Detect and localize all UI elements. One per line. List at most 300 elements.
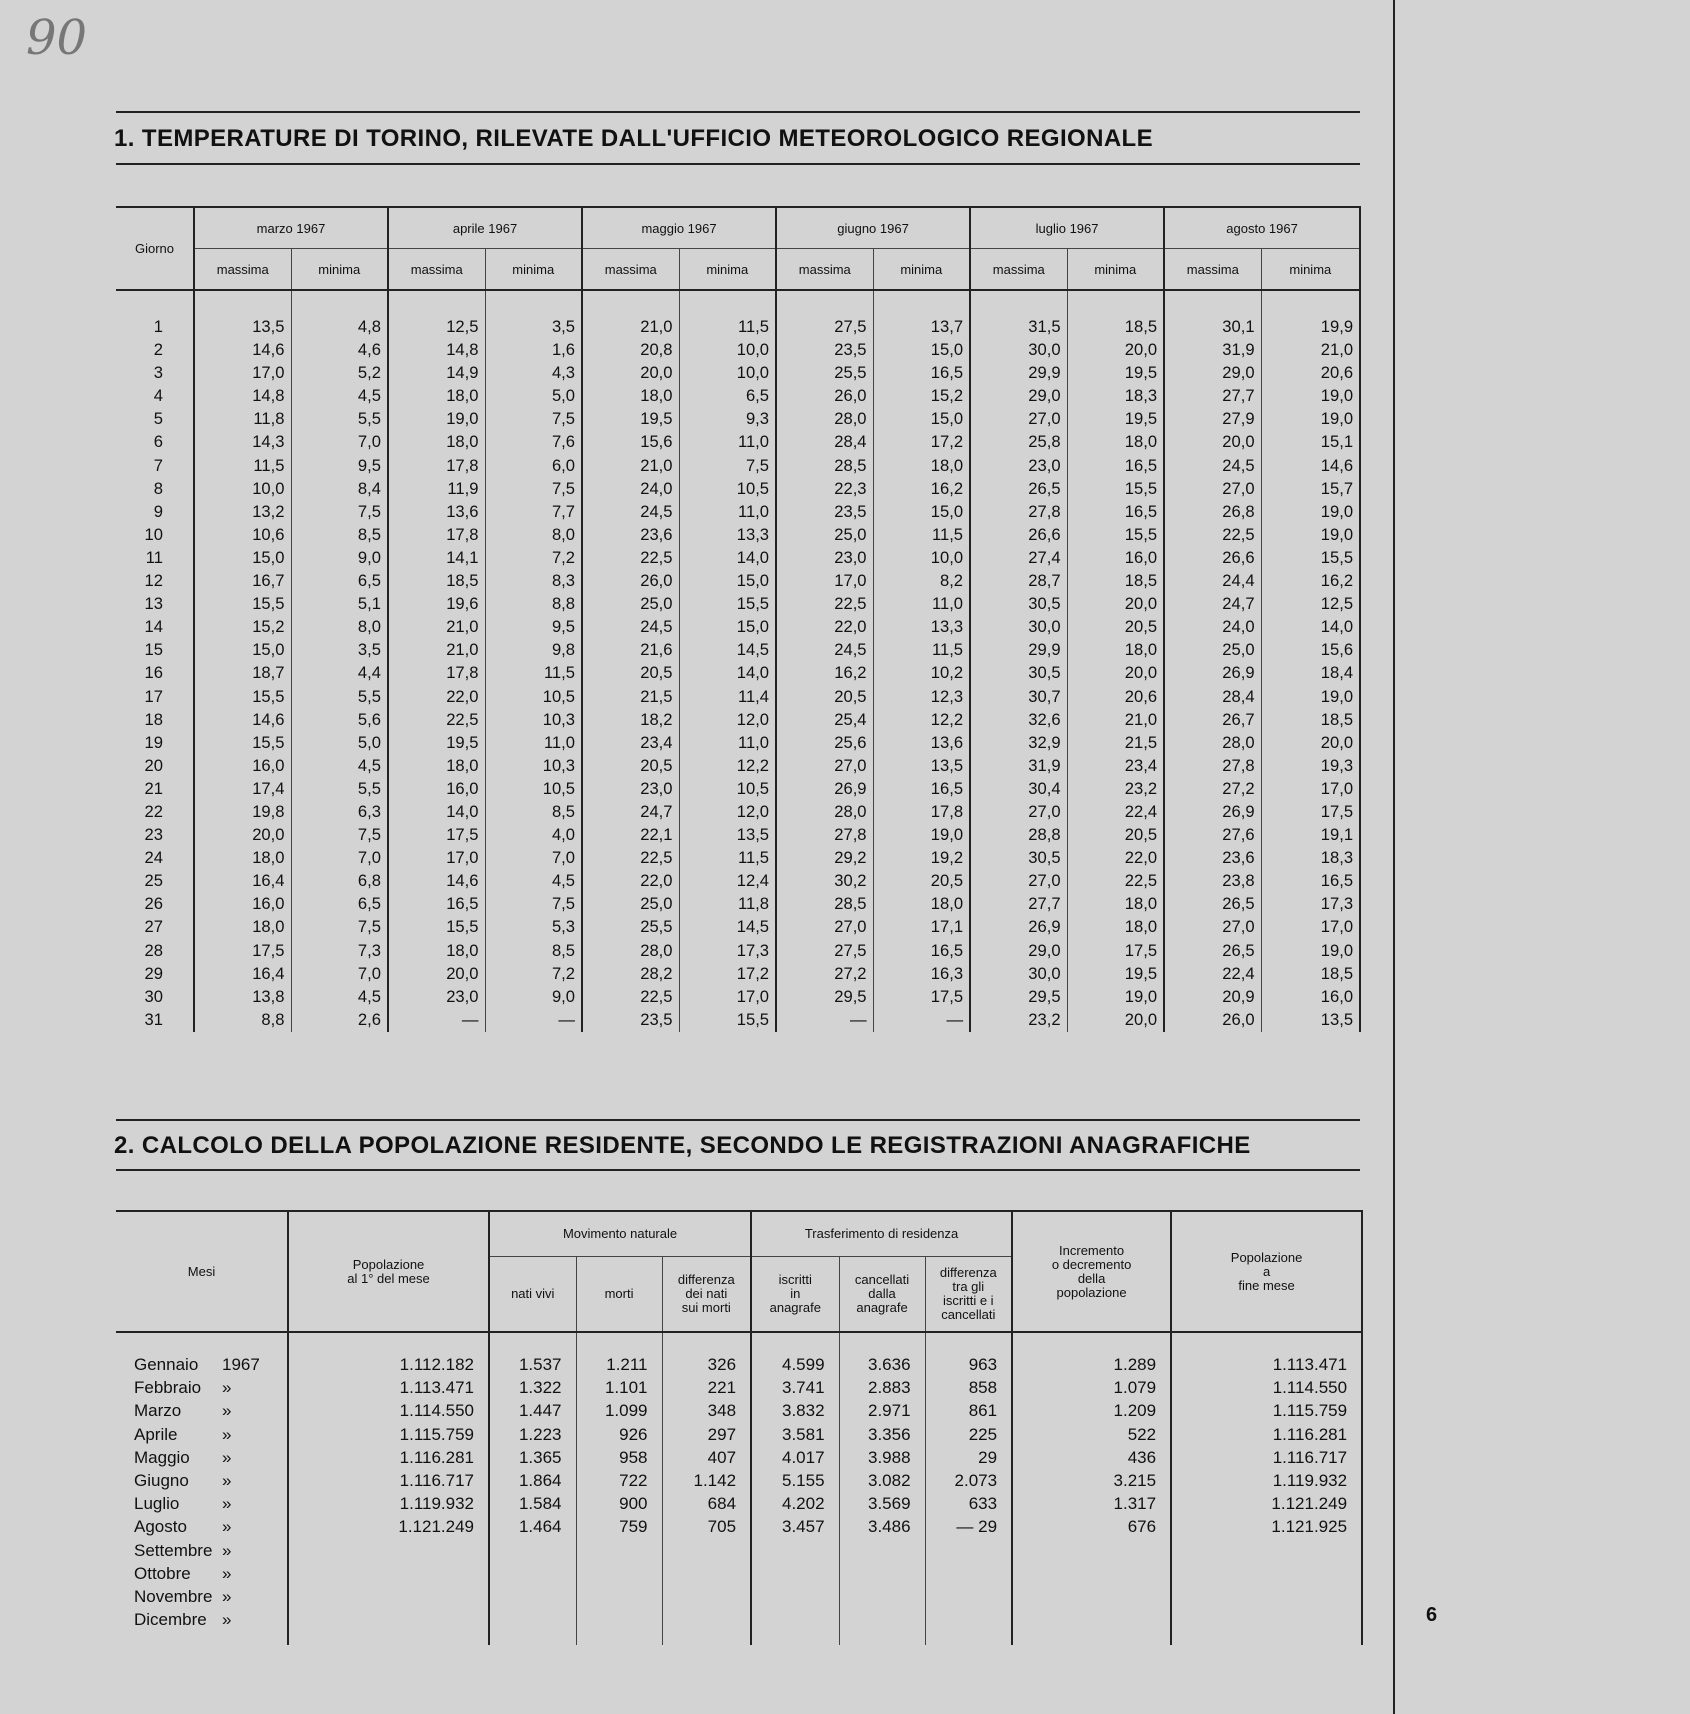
- spacer-cell: [839, 1332, 925, 1353]
- day-cell: 8: [153, 478, 163, 498]
- end-population-cell: 1.113.471: [1171, 1353, 1362, 1376]
- table2-title: 2. CALCOLO DELLA POPOLAZIONE RESIDENTE, SECONDO LE REGISTRAZIONI ANAGRAFICHE: [114, 1132, 1251, 1159]
- start-population-cell: 1.113.471: [288, 1376, 489, 1399]
- max-temp-cell: 20,0: [1164, 430, 1261, 453]
- births-cell: 1.584: [489, 1492, 576, 1515]
- max-temp-cell: 23,8: [1164, 869, 1261, 892]
- max-temp-cell: 20,5: [776, 685, 873, 708]
- end-population-cell: 1.121.925: [1171, 1515, 1362, 1538]
- max-temp-cell: 24,5: [582, 615, 679, 638]
- min-temp-cell: 18,0: [1067, 430, 1164, 453]
- max-temp-cell: 23,0: [970, 454, 1067, 477]
- max-temp-cell: 27,4: [970, 546, 1067, 569]
- max-temp-cell: 15,0: [194, 638, 291, 661]
- end-population-cell: [1171, 1585, 1362, 1608]
- min-temp-cell: 20,5: [1067, 615, 1164, 638]
- min-temp-cell: 5,5: [291, 685, 388, 708]
- max-temp-cell: 28,4: [776, 430, 873, 453]
- max-temp-cell: 17,8: [388, 661, 485, 684]
- spacer-cell: [222, 1631, 288, 1645]
- natural-diff-cell: 326: [662, 1353, 751, 1376]
- spacer-cell: [751, 1332, 839, 1353]
- max-temp-cell: 17,5: [194, 939, 291, 962]
- min-temp-cell: 20,5: [873, 869, 970, 892]
- min-temp-cell: 6,8: [291, 869, 388, 892]
- max-temp-cell: 26,5: [1164, 892, 1261, 915]
- table-row: [116, 1585, 1362, 1608]
- max-temp-cell: 27,0: [970, 869, 1067, 892]
- registered-header: [751, 1257, 839, 1333]
- header-line: Popolazione: [352, 1256, 425, 1272]
- min-temp-cell: 13,7: [873, 315, 970, 338]
- registered-cell: 3.832: [751, 1399, 839, 1422]
- header-line: differenza: [677, 1272, 735, 1287]
- natural-diff-header: [662, 1257, 751, 1333]
- min-temp-cell: 12,0: [679, 708, 776, 731]
- header-line: Incremento: [1059, 1242, 1125, 1258]
- natural-diff-cell: 221: [662, 1376, 751, 1399]
- spacer-cell: [489, 1332, 576, 1353]
- transfer-diff-cell: 633: [925, 1492, 1012, 1515]
- end-population-cell: 1.119.932: [1171, 1469, 1362, 1492]
- registered-cell: 4.202: [751, 1492, 839, 1515]
- max-temp-cell: 16,2: [776, 661, 873, 684]
- spacer-cell: [1261, 290, 1360, 315]
- max-temp-cell: —: [388, 1008, 485, 1032]
- min-temp-cell: 4,5: [485, 869, 582, 892]
- temperature-table: [116, 206, 1361, 1032]
- min-temp-cell: 16,5: [1067, 500, 1164, 523]
- spacer-cell: [291, 290, 388, 315]
- min-temp-cell: 5,1: [291, 592, 388, 615]
- spacer-cell: [222, 1332, 288, 1353]
- min-temp-cell: 18,0: [1067, 892, 1164, 915]
- table-row: [116, 1446, 1362, 1469]
- min-temp-cell: 17,3: [679, 939, 776, 962]
- max-temp-cell: 22,0: [776, 615, 873, 638]
- min-temp-cell: 13,5: [679, 823, 776, 846]
- min-temp-cell: 9,0: [485, 985, 582, 1008]
- max-temp-cell: 16,7: [194, 569, 291, 592]
- spacer-cell: [970, 290, 1067, 315]
- min-temp-cell: 5,3: [485, 915, 582, 938]
- min-temp-cell: 5,2: [291, 361, 388, 384]
- cancelled-cell: 3.569: [839, 1492, 925, 1515]
- increment-cell: 1.289: [1012, 1353, 1171, 1376]
- min-temp-cell: 19,0: [1261, 685, 1360, 708]
- min-temp-cell: 20,0: [1261, 731, 1360, 754]
- min-temp-cell: 19,0: [1261, 523, 1360, 546]
- max-temp-cell: 28,5: [776, 892, 873, 915]
- day-cell: 9: [153, 501, 163, 521]
- min-temp-cell: 18,5: [1261, 708, 1360, 731]
- max-temp-cell: 18,0: [388, 939, 485, 962]
- table-row: [116, 338, 1360, 361]
- max-temp-cell: 20,0: [582, 361, 679, 384]
- min-temp-cell: 10,2: [873, 661, 970, 684]
- start-population-header: [288, 1211, 489, 1332]
- registered-cell: 4.599: [751, 1353, 839, 1376]
- min-temp-cell: 6,5: [291, 569, 388, 592]
- min-temp-cell: 7,0: [291, 962, 388, 985]
- max-temp-cell: 22,5: [582, 846, 679, 869]
- max-temp-cell: 14,0: [388, 800, 485, 823]
- births-cell: [489, 1585, 576, 1608]
- max-temp-cell: 21,5: [582, 685, 679, 708]
- day-cell: 26: [144, 894, 163, 914]
- max-temp-cell: 13,2: [194, 500, 291, 523]
- month-year: »: [222, 1540, 232, 1560]
- min-temp-cell: 7,5: [291, 500, 388, 523]
- min-temp-cell: 20,0: [1067, 592, 1164, 615]
- cancelled-cell: [839, 1562, 925, 1585]
- spacer-cell: [489, 1631, 576, 1645]
- max-temp-cell: 15,2: [194, 615, 291, 638]
- table-row: [116, 1608, 1362, 1631]
- registered-cell: [751, 1539, 839, 1562]
- table-row: [116, 962, 1360, 985]
- natural-diff-cell: 348: [662, 1399, 751, 1422]
- max-temp-cell: 23,5: [582, 1008, 679, 1032]
- spacer-cell: [873, 290, 970, 315]
- day-cell: 6: [153, 432, 163, 452]
- max-temp-cell: 29,5: [970, 985, 1067, 1008]
- min-temp-cell: 14,5: [679, 915, 776, 938]
- max-temp-cell: 16,0: [388, 777, 485, 800]
- min-temp-cell: 14,5: [679, 638, 776, 661]
- spacer-cell: [925, 1631, 1012, 1645]
- max-temp-cell: 15,5: [194, 731, 291, 754]
- min-temp-cell: 19,0: [1067, 985, 1164, 1008]
- increment-cell: 676: [1012, 1515, 1171, 1538]
- max-temp-cell: 27,9: [1164, 407, 1261, 430]
- min-temp-cell: 14,0: [679, 546, 776, 569]
- min-temp-cell: 11,0: [873, 592, 970, 615]
- natural-diff-cell: [662, 1539, 751, 1562]
- table-row: [116, 823, 1360, 846]
- max-temp-cell: 28,4: [1164, 685, 1261, 708]
- max-temp-cell: 21,0: [582, 454, 679, 477]
- transfer-diff-cell: 963: [925, 1353, 1012, 1376]
- table-row: [116, 869, 1360, 892]
- max-temp-cell: 27,0: [1164, 915, 1261, 938]
- min-temp-cell: 20,0: [1067, 661, 1164, 684]
- max-temp-cell: 25,0: [582, 592, 679, 615]
- min-temp-cell: 15,1: [1261, 430, 1360, 453]
- registered-cell: 4.017: [751, 1446, 839, 1469]
- max-temp-cell: 25,0: [1164, 638, 1261, 661]
- min-temp-cell: 17,1: [873, 915, 970, 938]
- table-row: [116, 569, 1360, 592]
- month-header: agosto 1967: [1164, 207, 1360, 249]
- spacer-cell: [288, 1332, 489, 1353]
- registered-cell: 3.581: [751, 1423, 839, 1446]
- max-temp-cell: 19,6: [388, 592, 485, 615]
- max-temp-cell: 26,0: [776, 384, 873, 407]
- max-temp-cell: 27,7: [970, 892, 1067, 915]
- min-temp-cell: 19,5: [1067, 407, 1164, 430]
- table-row: [116, 592, 1360, 615]
- cancelled-cell: 3.082: [839, 1469, 925, 1492]
- min-temp-cell: 17,3: [1261, 892, 1360, 915]
- start-population-cell: [288, 1608, 489, 1631]
- min-temp-cell: 21,0: [1261, 338, 1360, 361]
- spacer-cell: [662, 1631, 751, 1645]
- max-temp-cell: 15,5: [194, 592, 291, 615]
- day-cell: 23: [144, 825, 163, 845]
- min-temp-cell: 7,2: [485, 962, 582, 985]
- min-temp-cell: 13,5: [1261, 1008, 1360, 1032]
- increment-cell: [1012, 1585, 1171, 1608]
- min-temp-cell: 20,0: [1067, 338, 1164, 361]
- min-temp-cell: 20,6: [1067, 685, 1164, 708]
- max-temp-cell: 24,0: [1164, 615, 1261, 638]
- table-row: [116, 800, 1360, 823]
- header-line: iscritti e i: [943, 1293, 994, 1308]
- max-temp-cell: 31,9: [1164, 338, 1261, 361]
- min-temp-cell: 6,5: [291, 892, 388, 915]
- spacer-cell: [288, 1631, 489, 1645]
- month-year: »: [222, 1447, 232, 1467]
- min-temp-cell: 7,5: [485, 407, 582, 430]
- start-population-cell: 1.119.932: [288, 1492, 489, 1515]
- deaths-cell: 1.211: [576, 1353, 662, 1376]
- min-temp-cell: 9,5: [485, 615, 582, 638]
- max-temp-cell: 32,9: [970, 731, 1067, 754]
- max-temp-cell: 27,2: [1164, 777, 1261, 800]
- max-temp-cell: 27,8: [1164, 754, 1261, 777]
- max-temp-cell: 30,2: [776, 869, 873, 892]
- min-temp-cell: 10,5: [679, 477, 776, 500]
- max-temp-cell: 30,4: [970, 777, 1067, 800]
- natural-movement-header: Movimento naturale: [489, 1211, 751, 1257]
- day-cell: 22: [144, 801, 163, 821]
- min-temp-cell: 7,5: [485, 477, 582, 500]
- min-header: minima: [1261, 249, 1360, 291]
- min-temp-cell: 15,5: [679, 592, 776, 615]
- min-temp-cell: 11,5: [679, 846, 776, 869]
- max-temp-cell: 15,5: [194, 685, 291, 708]
- increment-cell: 522: [1012, 1423, 1171, 1446]
- month-name: Luglio: [134, 1494, 180, 1514]
- min-temp-cell: 15,5: [1067, 523, 1164, 546]
- min-temp-cell: 17,5: [1067, 939, 1164, 962]
- transfer-diff-cell: 29: [925, 1446, 1012, 1469]
- min-temp-cell: 13,3: [873, 615, 970, 638]
- spacer-cell: [1012, 1332, 1171, 1353]
- min-temp-cell: 22,5: [1067, 869, 1164, 892]
- increment-cell: 1.209: [1012, 1399, 1171, 1422]
- max-temp-cell: 30,7: [970, 685, 1067, 708]
- min-temp-cell: 17,2: [679, 962, 776, 985]
- table-row: [116, 1539, 1362, 1562]
- max-temp-cell: 25,5: [582, 915, 679, 938]
- births-cell: 1.223: [489, 1423, 576, 1446]
- header-line: a: [1262, 1263, 1271, 1279]
- min-temp-cell: 11,5: [679, 315, 776, 338]
- day-cell: 14: [144, 617, 163, 637]
- births-cell: [489, 1539, 576, 1562]
- max-temp-cell: 26,9: [776, 777, 873, 800]
- min-temp-cell: 12,5: [1261, 592, 1360, 615]
- max-temp-cell: 22,5: [582, 985, 679, 1008]
- cancelled-cell: [839, 1608, 925, 1631]
- min-temp-cell: 10,3: [485, 754, 582, 777]
- max-temp-cell: 17,5: [388, 823, 485, 846]
- day-cell: 1: [153, 317, 163, 336]
- max-temp-cell: 26,9: [1164, 661, 1261, 684]
- max-temp-cell: 13,5: [194, 315, 291, 338]
- increment-cell: [1012, 1608, 1171, 1631]
- min-temp-cell: 10,5: [679, 777, 776, 800]
- max-temp-cell: 11,8: [194, 407, 291, 430]
- registered-cell: [751, 1608, 839, 1631]
- births-cell: [489, 1562, 576, 1585]
- day-cell: 25: [144, 871, 163, 891]
- increment-cell: 1.317: [1012, 1492, 1171, 1515]
- min-temp-cell: 8,5: [291, 523, 388, 546]
- max-temp-cell: 21,0: [582, 315, 679, 338]
- min-temp-cell: 4,8: [291, 315, 388, 338]
- max-temp-cell: 23,6: [582, 523, 679, 546]
- min-temp-cell: 11,5: [873, 638, 970, 661]
- spacer-cell: [194, 290, 291, 315]
- min-temp-cell: 8,8: [485, 592, 582, 615]
- max-temp-cell: 28,7: [970, 569, 1067, 592]
- max-temp-cell: 29,2: [776, 846, 873, 869]
- end-population-header: [1171, 1211, 1362, 1332]
- max-temp-cell: 25,0: [582, 892, 679, 915]
- title2-top-rule: [116, 1119, 1360, 1121]
- spacer-cell: [582, 290, 679, 315]
- increment-cell: [1012, 1562, 1171, 1585]
- spacer-cell: [116, 290, 194, 315]
- max-temp-cell: 26,8: [1164, 500, 1261, 523]
- max-header: massima: [388, 249, 485, 291]
- max-temp-cell: 23,0: [776, 546, 873, 569]
- min-temp-cell: 18,0: [873, 892, 970, 915]
- min-temp-cell: 9,0: [291, 546, 388, 569]
- min-temp-cell: 19,9: [1261, 315, 1360, 338]
- table-row: [116, 500, 1360, 523]
- min-temp-cell: 9,3: [679, 407, 776, 430]
- spacer-cell: [776, 290, 873, 315]
- month-name: Maggio: [134, 1447, 190, 1467]
- header-line: in: [790, 1286, 801, 1301]
- min-temp-cell: 16,3: [873, 962, 970, 985]
- start-population-cell: [288, 1562, 489, 1585]
- spacer-cell: [116, 1631, 222, 1645]
- max-temp-cell: 30,0: [970, 615, 1067, 638]
- max-temp-cell: 27,6: [1164, 823, 1261, 846]
- max-temp-cell: 24,5: [582, 500, 679, 523]
- min-temp-cell: 23,4: [1067, 754, 1164, 777]
- max-temp-cell: 11,5: [194, 454, 291, 477]
- min-temp-cell: 7,7: [485, 500, 582, 523]
- spacer-cell: [925, 1332, 1012, 1353]
- max-temp-cell: 13,8: [194, 985, 291, 1008]
- min-temp-cell: 4,4: [291, 661, 388, 684]
- max-temp-cell: 28,2: [582, 962, 679, 985]
- max-temp-cell: 32,6: [970, 708, 1067, 731]
- table-row: [116, 454, 1360, 477]
- min-temp-cell: 16,2: [1261, 569, 1360, 592]
- max-temp-cell: 25,8: [970, 430, 1067, 453]
- min-temp-cell: 11,5: [873, 523, 970, 546]
- cancelled-cell: 3.988: [839, 1446, 925, 1469]
- min-temp-cell: 10,0: [679, 338, 776, 361]
- min-temp-cell: 11,4: [679, 685, 776, 708]
- table-row: [116, 546, 1360, 569]
- min-temp-cell: 5,0: [291, 731, 388, 754]
- cancelled-cell: 2.971: [839, 1399, 925, 1422]
- max-temp-cell: 17,4: [194, 777, 291, 800]
- max-temp-cell: 23,0: [582, 777, 679, 800]
- min-temp-cell: 9,8: [485, 638, 582, 661]
- title1-bottom-rule: [116, 163, 1360, 165]
- max-temp-cell: 26,0: [582, 569, 679, 592]
- max-temp-cell: 17,0: [194, 361, 291, 384]
- max-temp-cell: 26,5: [970, 477, 1067, 500]
- max-temp-cell: 17,0: [388, 846, 485, 869]
- table-row: [116, 939, 1360, 962]
- max-temp-cell: 22,5: [388, 708, 485, 731]
- spacer-cell: [662, 1332, 751, 1353]
- max-temp-cell: 27,5: [776, 315, 873, 338]
- min-temp-cell: 15,0: [679, 615, 776, 638]
- min-temp-cell: 5,6: [291, 708, 388, 731]
- min-temp-cell: 18,3: [1261, 846, 1360, 869]
- max-temp-cell: 28,0: [776, 407, 873, 430]
- min-temp-cell: 17,5: [873, 985, 970, 1008]
- min-temp-cell: 5,5: [291, 407, 388, 430]
- day-cell: 24: [144, 848, 163, 868]
- day-cell: 11: [145, 547, 163, 567]
- min-temp-cell: 7,5: [485, 892, 582, 915]
- table-row: [116, 523, 1360, 546]
- spacer-cell: [1067, 290, 1164, 315]
- max-temp-cell: 21,0: [388, 638, 485, 661]
- corner-page-mark: 90: [26, 10, 88, 66]
- table-row: [116, 430, 1360, 453]
- max-temp-cell: 30,5: [970, 846, 1067, 869]
- min-temp-cell: 2,6: [291, 1008, 388, 1032]
- min-temp-cell: 19,0: [873, 823, 970, 846]
- table-row: [116, 985, 1360, 1008]
- month-name: Aprile: [134, 1424, 178, 1444]
- max-temp-cell: 14,6: [194, 708, 291, 731]
- spacer-cell: [388, 290, 485, 315]
- max-temp-cell: 23,4: [582, 731, 679, 754]
- max-temp-cell: 30,1: [1164, 315, 1261, 338]
- min-temp-cell: 21,0: [1067, 708, 1164, 731]
- header-line: iscritti: [778, 1272, 812, 1287]
- min-temp-cell: 18,5: [1261, 962, 1360, 985]
- max-temp-cell: 23,5: [776, 500, 873, 523]
- deaths-header: morti: [576, 1257, 662, 1333]
- max-temp-cell: 26,7: [1164, 708, 1261, 731]
- month-year: »: [222, 1401, 232, 1421]
- max-temp-cell: 19,0: [388, 407, 485, 430]
- max-temp-cell: 16,0: [194, 754, 291, 777]
- max-temp-cell: 28,5: [776, 454, 873, 477]
- max-temp-cell: 29,0: [970, 939, 1067, 962]
- births-cell: 1.447: [489, 1399, 576, 1422]
- min-header: minima: [485, 249, 582, 291]
- spacer-cell: [485, 290, 582, 315]
- transfer-diff-header: [925, 1257, 1012, 1333]
- spacer-cell: [576, 1631, 662, 1645]
